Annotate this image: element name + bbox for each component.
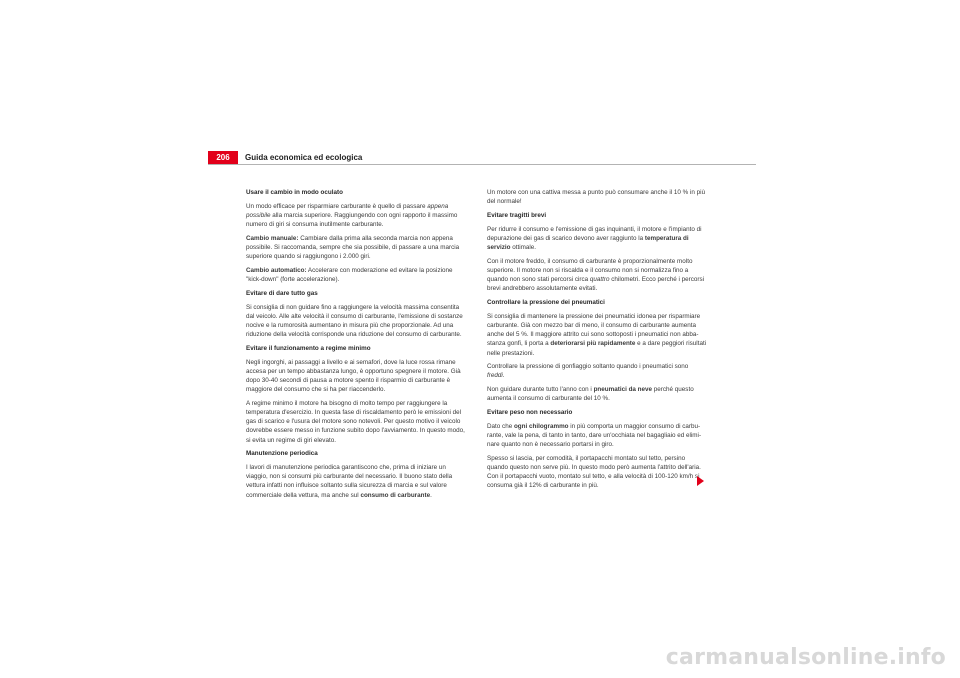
paragraph: Spesso si lascia, per comodità, il portapacchi montato sul tetto, persino quando questo non serve più. In questo modo però aumenta l'attrito dell'aria. Con il portapacchi vuoto, montato sul tetto, e alla velocità di 100-120 km/h si consuma già il 12% di carburante in più. xyxy=(487,454,701,490)
paragraph: Negli ingorghi, ai passaggi a livello e ai semafori, dove la luce rossa rimane accesa per un tempo abbastanza lungo, è opportuno spegnere il motore. Già dopo 30-40 secondi di pausa a motore spento il risparmio di carburante è maggiore del consumo che si ha per riaccenderlo. xyxy=(246,358,461,394)
section-heading: Evitare il funzionamento a regime minimo xyxy=(246,344,371,352)
section-heading: Usare il cambio in modo oculato xyxy=(246,189,343,196)
watermark: carmanualsonline.info xyxy=(665,645,946,670)
section-heading: Manutenzione periodica xyxy=(246,450,318,458)
paragraph: Si consiglia di mantenere la pressione dei pneumatici idonea per risparmiare carburante. Già con mezzo bar di meno, il consumo di carburante aumenta anche del 5 %. Il maggiore attrito cui sono sottoposti i pneumatici non abba-stanza gonfi, li porta a deteriorarsi più rapidamente e a dare peggiori risultati nelle prestazioni. xyxy=(487,312,707,357)
paragraph: A regime minimo il motore ha bisogno di molto tempo per raggiungere la temperatura d'esercizio. In questa fase di riscaldamento però le emissioni del gas di scarico e l'usura del motore sono notevoli. Per questo motivo il veicolo dovrebbe essere messo in funzione subito dopo l'avviamento. In questo modo, si evita un regime di giri elevato. xyxy=(246,399,465,444)
left-column xyxy=(246,188,466,504)
chapter-title: Guida economica ed ecologica xyxy=(245,153,363,162)
paragraph: Cambio automatico: Accelerare con moderazione ed evitare la posizione "kick-down" (forte accelerazione). xyxy=(246,266,453,284)
page-number: 206 xyxy=(208,151,238,164)
right-column xyxy=(487,188,707,495)
paragraph: Dato che ogni chilogrammo in più comporta un maggior consumo di carbu-rante, vale la pena, di tanto in tanto, dare un'occhiata nel bagagliaio ed elimi-nare quanto non è necessario portarsi in giro. xyxy=(487,422,702,449)
paragraph: Non guidare durante tutto l'anno con i pneumatici da neve perché questo aumenta il consumo di carburante del 10 %. xyxy=(487,386,694,403)
section-heading: Controllare la pressione dei pneumatici xyxy=(487,299,605,307)
paragraph: Un motore con una cattiva messa a punto può consumare anche il 10 % in più del normale! xyxy=(487,189,706,206)
paragraph: I lavori di manutenzione periodica garantiscono che, prima di iniziare un viaggio, non si consumi più carburante del necessario. Il buono stato della vettura infatti non influisce soltanto sulla sicurezza di marcia e sul valore commerciale della vettura, ma anche sul consumo di carburante. xyxy=(246,464,453,499)
paragraph: Controllare la pressione di gonfiaggio soltanto quando i pneumatici sono freddi. xyxy=(487,363,689,380)
paragraph: Con il motore freddo, il consumo di carburante è proporzionalmente molto superiore. Il motore non si riscalda e il consumo non si normalizza fino a quando non sono stati percorsi circa quattro chilometri. Ecco perché i percorsi brevi andrebbero assolutamente evitati. xyxy=(487,257,705,293)
section-heading: Evitare tragitti brevi xyxy=(487,211,547,219)
paragraph: Un modo efficace per risparmiare carburante è quello di passare appena possibile alla marcia superiore. Raggiungendo con ogni rapporto il massimo numero di giri si consuma inutilmente carburante. xyxy=(246,202,458,229)
section-heading: Evitare di dare tutto gas xyxy=(246,289,318,297)
paragraph: Si consiglia di non guidare fino a raggiungere la velocità massima consentita dal veicolo. Alle alte velocità il consumo di carburante, l'emissione di sostanze nocive e la rumorosità aumentano in misura più che proporzionale. Ad una riduzione della velocità corrisponde una riduzione del consumo di carburante. xyxy=(246,303,463,339)
continue-arrow-icon xyxy=(697,476,704,486)
paragraph: Cambio manuale: Cambiare dalla prima alla seconda marcia non appena possibile. Si raccomanda, sempre che sia possibile, di passare a una marcia superiore quando si raggiungono i 2.000 giri. xyxy=(246,234,460,261)
paragraph: Per ridurre il consumo e l'emissione di gas inquinanti, il motore e l'impianto di depurazione dei gas di scarico devono aver raggiunto la temperatura di servizio ottimale. xyxy=(487,225,702,252)
section-heading: Evitare peso non necessario xyxy=(487,409,573,417)
